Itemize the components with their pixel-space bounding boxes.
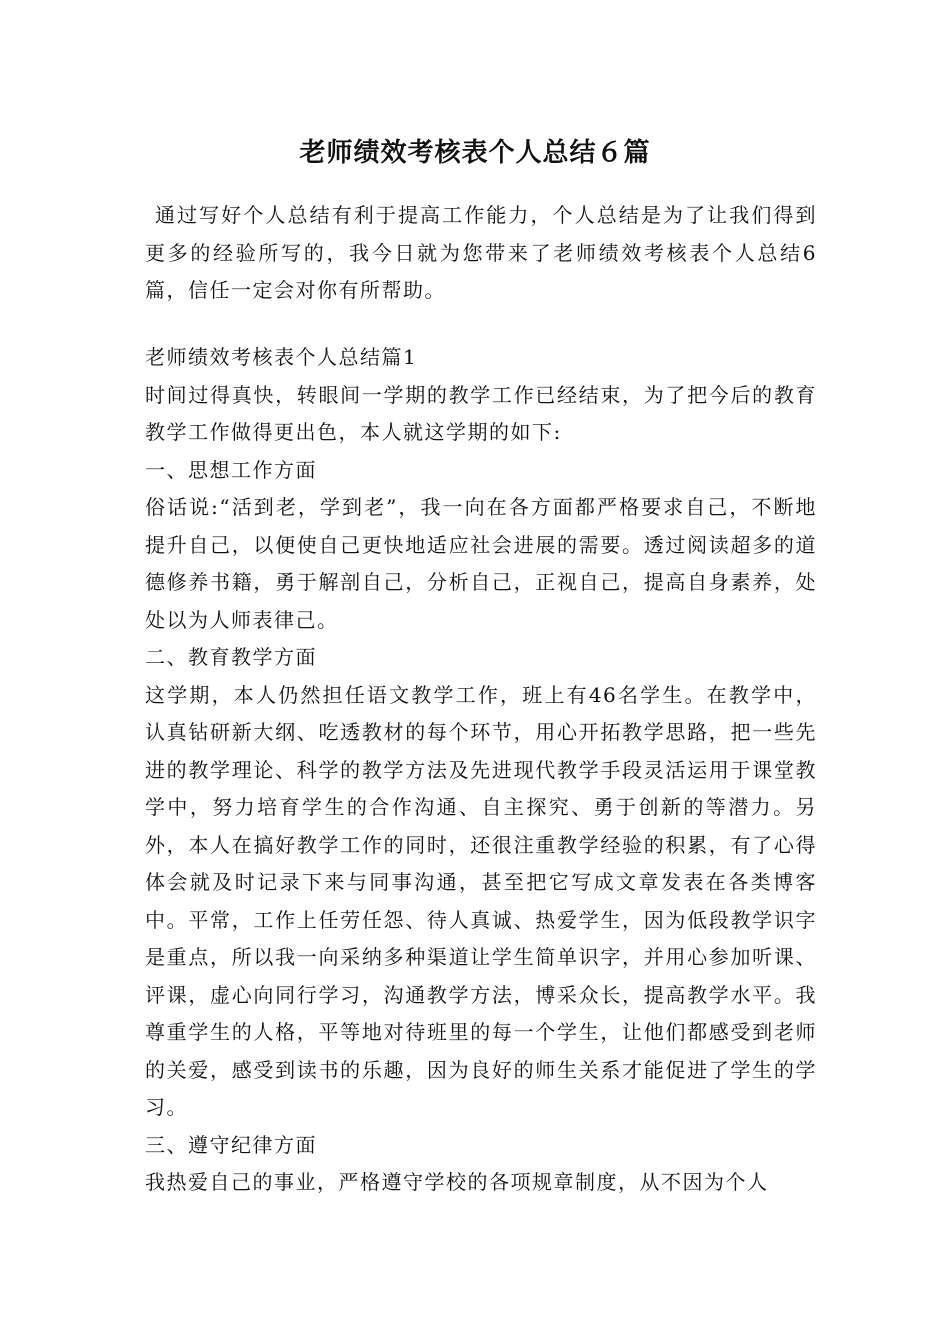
paragraph-discipline: 我热爱自己的事业，严格遵守学校的各项规章制度，从不因为个人 [145,1170,769,1194]
paragraph-ideology: 俗话说:“活到老，学到老”，我一向在各方面都严格要求自己，不断地提升自己，以便使自己更快地适应社会进展的需要。透过阅读超多的道德修养书籍，勇于解剖自己，分析自己，正视自己，提高自身素养，处处以为人师表律己。 [145,495,817,632]
subheading-ideology: 一、思想工作方面 [145,457,317,482]
subheading-teaching: 二、教育教学方面 [145,645,317,669]
paragraph-teaching: 这学期，本人仍然担任语文教学工作，班上有46名学生。在教学中，认真钻研新大纲、吃透教材的每个环节，用心开拓教学思路，把一些先进的教学理论、科学的教学方法及先进现代教学手段灵活运用于课堂教学中，努力培育学生的合作沟通、自主探究、勇于创新的等潜力。另外，本人在搞好教学工作的同时，还很注重教学经验的积累，有了心得体会就及时记录下来与同事沟通，甚至把它写成文章发表在各类博客中。平常，工作上任劳任怨、待人真诚、热爱学生，因为低段教学识字是重点，所以我一向采纳多种渠道让学生简单识字，并用心参加听课、评课，虚心向同行学习，沟通教学方法，博采众长，提高教学水平。我尊重学生的人格，平等地对待班里的每一个学生，让他们都感受到老师的关爱，感受到读书的乐趣，因为良好的师生关系才能促进了学生的学习。 [145,682,817,1119]
document-body [145,339,817,1202]
document-title: 老师绩效考核表个人总结６篇 [299,138,651,168]
paragraph-opening: 时间过得真快，转眼间一学期的教学工作已经结束，为了把今后的教育教学工作做得更出色，本人就这学期的如下: [145,382,817,444]
intro-paragraph: 通过写好个人总结有利于提高工作能力，个人总结是为了让我们得到更多的经验所写的，我今日就为您带来了老师绩效考核表个人总结6篇，信任一定会对你有所帮助。 [145,203,817,302]
subheading-discipline: 三、遵守纪律方面 [145,1132,317,1157]
section-heading: 老师绩效考核表个人总结篇1 [145,345,418,369]
